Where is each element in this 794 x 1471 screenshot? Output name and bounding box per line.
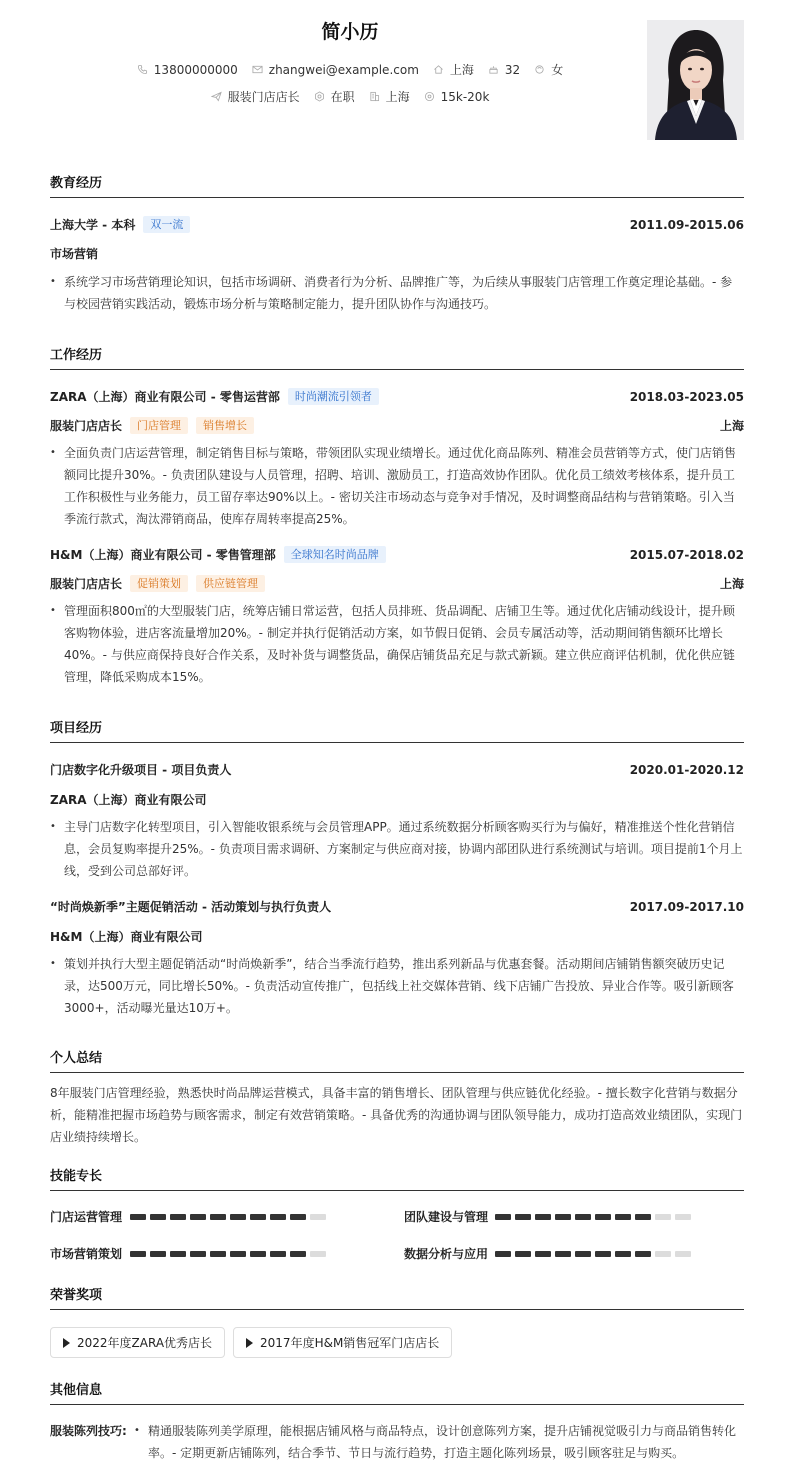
skill-segment-filled [170,1214,186,1220]
work-desc-text: 全面负责门店运营管理，制定销售目标与策略，带领团队实现业绩增长。通过优化商品陈列、精准会员营销等方式，使门店销售额同比提升30%。- 负责团队建设与人员管理，招聘、培训、激励员工，打造高效协作团队。优化员工绩效考核体系，提升员工工作积极性与业务能力，员工留存率达90%以上。- 密切关注市场动态与竞争对手情况，及时调整商品结构与营销策略。引入当季流行款式，淘汰滞销商品，使库存周转率提高25%。 [64,446,737,526]
other-title: 其他信息 [50,1379,744,1405]
skill-segment-empty [655,1251,671,1257]
play-icon [246,1338,253,1348]
salary-text: 15k-20k [440,89,490,104]
work-date: 2015.07-2018.02 [629,547,744,562]
work-role-group [50,417,254,434]
bullet-icon: • [134,1425,140,1436]
project-section [50,717,744,1019]
project-date: 2017.09-2017.10 [629,899,744,914]
skill-segment-filled [615,1214,631,1220]
work-company: ZARA（上海）商业有限公司 - 零售运营部 [50,390,280,404]
skill-segment-filled [150,1251,166,1257]
skill-segment-filled [495,1214,511,1220]
skill-segment-filled [250,1214,266,1220]
skill-segment-filled [575,1251,591,1257]
summary-title: 个人总结 [50,1047,744,1073]
location-info [433,61,474,78]
school-name: 上海大学 - 本科 [50,218,136,232]
education-title: 教育经历 [50,172,744,198]
play-icon [63,1338,70,1348]
summary-section [50,1047,744,1148]
project-name: 门店数字化升级项目 - 项目负责人 [50,763,232,777]
project-company: ZARA（上海）商业有限公司 [50,793,207,807]
work-skill-tag: 供应链管理 [196,575,265,592]
skill-segment-empty [675,1214,691,1220]
project-desc-text: 策划并执行大型主题促销活动“时尚焕新季”，结合当季流行趋势，推出系列新品与优惠套餐。活动期间店铺销售额突破历史记录，达500万元，同比增长50%。- 负责活动宣传推广，包括线上社交媒体营销、线下店铺广告投放、异业合作等。吸引新顾客3000+，活动曝光量达10万+。 [64,957,734,1015]
skill-segment-filled [595,1251,611,1257]
project-company: H&M（上海）商业有限公司 [50,930,203,944]
city-info [369,88,410,105]
project-title: 项目经历 [50,717,744,743]
age-text: 32 [504,62,521,77]
work-item-header [50,546,744,563]
skill-segment-filled [555,1251,571,1257]
skill-name: 团队建设与管理 [404,1210,489,1224]
building-icon [369,91,380,102]
skill-segment-filled [210,1214,226,1220]
school-tag: 双一流 [143,216,190,233]
project-desc [50,953,744,1019]
skill-segment-filled [210,1251,226,1257]
work-city: 上海 [719,577,744,591]
mail-icon [252,64,263,75]
work-desc-text: 管理面积800㎡的大型服装门店，统筹店铺日常运营，包括人员排班、货品调配、店铺卫生等。通过优化店铺动线设计，提升顾客购物体验，进店客流量增加20%。- 制定并执行促销活动方案，如节假日促销、会员专属活动等，活动期间销售额环比增长40%。- 与供应商保持良好合作关系，及时补货与调整货品，确保店铺货品充足与款式新颖。建立供应商评估机制，优化供应链管理，降低采购成本15%。 [64,604,735,684]
work-date: 2018.03-2023.05 [629,389,744,404]
skill-segment-filled [250,1251,266,1257]
bullet-icon: • [50,447,56,458]
salary-info [424,88,490,105]
project-header [50,761,744,778]
skill-segment-filled [190,1214,206,1220]
education-major: 市场营销 [50,247,99,261]
phone-text: 13800000000 [153,62,238,77]
summary-text: 8年服装门店管理经验，熟悉快时尚品牌运营模式，具备丰富的销售增长、团队管理与供应链优化经验。- 擅长数字化营销与数据分析，能精准把握市场趋势与顾客需求，制定有效营销策略。- 具备优秀的沟通协调与团队领导能力，成功打造高效业绩团队，实现门店业绩持续增长。 [50,1086,743,1144]
work-skill-tag: 促销策划 [130,575,188,592]
other-section [50,1379,744,1464]
work-company-line [50,388,379,405]
skill-segment-filled [595,1214,611,1220]
resume-header [50,0,744,150]
other-desc-text: 精通服装陈列美学原理，能根据店铺风格与商品特点，设计创意陈列方案，提升店铺视觉吸引力与商品销售转化率。- 定期更新店铺陈列，结合季节、节日与流行趋势，打造主题化陈列场景，吸引顾客驻足与购买。 [148,1424,737,1460]
skill-segment-filled [495,1251,511,1257]
email-info [252,61,419,78]
award-chip [50,1327,225,1358]
education-section [50,172,744,315]
skill-item [50,1245,404,1262]
work-role-line [50,417,744,434]
skill-segment-filled [635,1214,651,1220]
skill-item [404,1208,744,1225]
email-text: zhangwei@example.com [268,62,419,77]
bullet-icon: • [50,276,56,287]
skill-item [404,1245,744,1262]
skill-segment-filled [270,1214,286,1220]
phone-icon [137,64,148,75]
work-company-tag: 时尚潮流引领者 [288,388,379,405]
age-info [488,61,520,78]
skill-name: 门店运营管理 [50,1210,123,1224]
work-role: 服装门店店长 [50,577,123,591]
awards-title: 荣誉奖项 [50,1284,744,1310]
work-role-group [50,575,265,592]
skill-segment-empty [655,1214,671,1220]
skills-title: 技能专长 [50,1165,744,1191]
gender-icon [534,64,545,75]
project-header [50,898,744,915]
project-desc [50,816,744,882]
award-text: 2017年度H&M销售冠军门店店长 [260,1336,440,1350]
profile-photo [647,20,744,140]
contact-row [50,61,650,78]
work-desc [50,442,744,530]
education-desc [50,271,744,315]
job-intent-row [50,88,650,105]
skills-grid [50,1208,744,1262]
work-city: 上海 [719,419,744,433]
education-header [50,216,744,233]
send-icon [211,91,222,102]
awards-section [50,1284,744,1358]
skills-section [50,1165,744,1262]
skill-segment-filled [555,1214,571,1220]
skill-segment-filled [230,1251,246,1257]
location-text: 上海 [449,63,474,77]
skill-segment-filled [270,1251,286,1257]
skill-level-bar [130,1214,326,1220]
skill-segment-filled [535,1214,551,1220]
skill-segment-filled [515,1214,531,1220]
work-company-tag: 全球知名时尚品牌 [284,546,386,563]
work-desc [50,600,744,688]
gear-icon [314,91,325,102]
award-chip [233,1327,452,1358]
work-role-line [50,575,744,592]
project-name: “时尚焕新季”主题促销活动 - 活动策划与执行负责人 [50,900,332,914]
education-school-line [50,216,190,233]
skill-segment-filled [635,1251,651,1257]
skill-segment-filled [290,1214,306,1220]
skill-segment-empty [675,1251,691,1257]
work-skill-tag: 门店管理 [130,417,188,434]
skill-segment-filled [575,1214,591,1220]
work-skill-tag: 销售增长 [196,417,254,434]
skill-segment-filled [170,1251,186,1257]
other-label: 服装陈列技巧: [50,1424,127,1438]
skill-level-bar [495,1214,691,1220]
skill-level-bar [495,1251,691,1257]
other-desc [134,1420,744,1464]
other-item [50,1420,744,1464]
work-company-line [50,546,386,563]
status-text: 在职 [330,90,355,104]
skill-name: 市场营销策划 [50,1247,123,1261]
work-section [50,344,744,688]
cake-icon [488,64,499,75]
skill-segment-filled [130,1251,146,1257]
skill-segment-empty [310,1214,326,1220]
skill-name: 数据分析与应用 [404,1247,489,1261]
skill-segment-filled [190,1251,206,1257]
bullet-icon: • [50,958,56,969]
gender-info [534,61,563,78]
phone-info [137,61,238,78]
skill-segment-filled [615,1251,631,1257]
work-company: H&M（上海）商业有限公司 - 零售管理部 [50,548,276,562]
salary-icon [424,91,435,102]
project-date: 2020.01-2020.12 [629,762,744,777]
education-date: 2011.09-2015.06 [629,217,744,232]
awards-list [50,1327,744,1358]
skill-segment-empty [310,1251,326,1257]
skill-segment-filled [130,1214,146,1220]
bullet-icon: • [50,605,56,616]
position-text: 服装门店店长 [227,90,300,104]
work-item-header [50,388,744,405]
bullet-icon: • [50,821,56,832]
status-info [314,88,355,105]
work-role: 服装门店店长 [50,419,123,433]
education-desc-text: 系统学习市场营销理论知识，包括市场调研、消费者行为分析、品牌推广等，为后续从事服装门店管理工作奠定理论基础。- 参与校园营销实践活动，锻炼市场分析与策略制定能力，提升团队协作与沟通技巧。 [64,275,733,311]
skill-level-bar [130,1251,326,1257]
skill-segment-filled [515,1251,531,1257]
home-icon [433,64,444,75]
candidate-name: 简小历 [321,21,379,43]
city-text: 上海 [385,90,410,104]
skill-segment-filled [535,1251,551,1257]
skill-segment-filled [150,1214,166,1220]
project-desc-text: 主导门店数字化转型项目，引入智能收银系统与会员管理APP。通过系统数据分析顾客购买行为与偏好，精准推送个性化营销信息，会员复购率提升25%。- 负责项目需求调研、方案制定与供应商对接，协调内部团队进行系统测试与培训。项目提前1个月上线，受到公司总部好评。 [64,820,743,878]
position-info [211,88,300,105]
skill-item [50,1208,404,1225]
gender-text: 女 [551,63,564,77]
skill-segment-filled [290,1251,306,1257]
skill-segment-filled [230,1214,246,1220]
award-text: 2022年度ZARA优秀店长 [77,1336,213,1350]
work-title: 工作经历 [50,344,744,370]
